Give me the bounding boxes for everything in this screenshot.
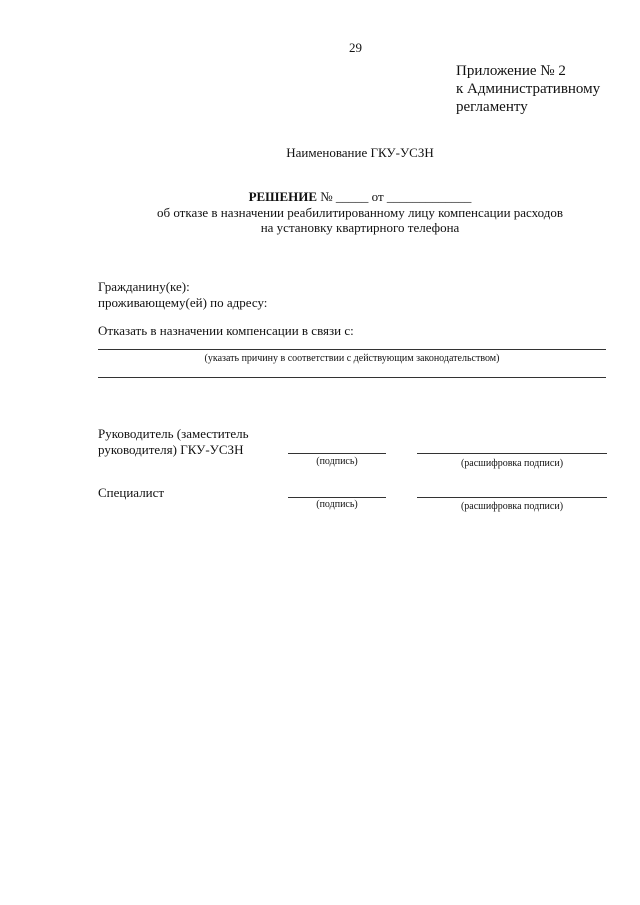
appendix-line-1: Приложение № 2: [456, 63, 566, 79]
head-signature-hint: (подпись): [316, 456, 358, 467]
appendix-line-3: регламенту: [456, 99, 528, 115]
decision-subtitle-line-2: на установку квартирного телефона: [260, 220, 460, 235]
reason-line-1: [98, 349, 606, 350]
decision-title: [0, 189, 640, 205]
head-signature-line: [288, 453, 386, 454]
reason-line-2: [98, 377, 606, 378]
specialist-signature-line: [288, 497, 386, 498]
specialist-signature-hint: (подпись): [316, 499, 358, 510]
decision-title-rest: № _____ от _____________: [317, 189, 472, 204]
page-number: 29: [349, 40, 362, 55]
refuse-label: Отказать в назначении компенсации в связи с:: [98, 323, 354, 338]
citizen-label: Гражданину(ке):: [98, 279, 190, 294]
head-decode-line: [417, 453, 607, 454]
head-label-line-2: руководителя) ГКУ-УСЗН: [98, 442, 244, 457]
appendix-line-2: к Административному: [456, 81, 601, 97]
org-name-label: Наименование ГКУ-УСЗН: [286, 145, 434, 160]
head-label-line-1: Руководитель (заместитель: [98, 426, 249, 441]
specialist-label: Специалист: [98, 485, 165, 500]
address-label: проживающему(ей) по адресу:: [98, 295, 268, 310]
decision-subtitle-line-1: об отказе в назначении реабилитированному лицу компенсации расходов: [156, 205, 564, 220]
reason-hint: (указать причину в соответствии с действующим законодательством): [204, 353, 500, 364]
specialist-decode-line: [417, 497, 607, 498]
specialist-decode-hint: (расшифровка подписи): [460, 501, 564, 512]
head-decode-hint: (расшифровка подписи): [460, 458, 564, 469]
decision-title-word: РЕШЕНИЕ: [248, 189, 318, 204]
